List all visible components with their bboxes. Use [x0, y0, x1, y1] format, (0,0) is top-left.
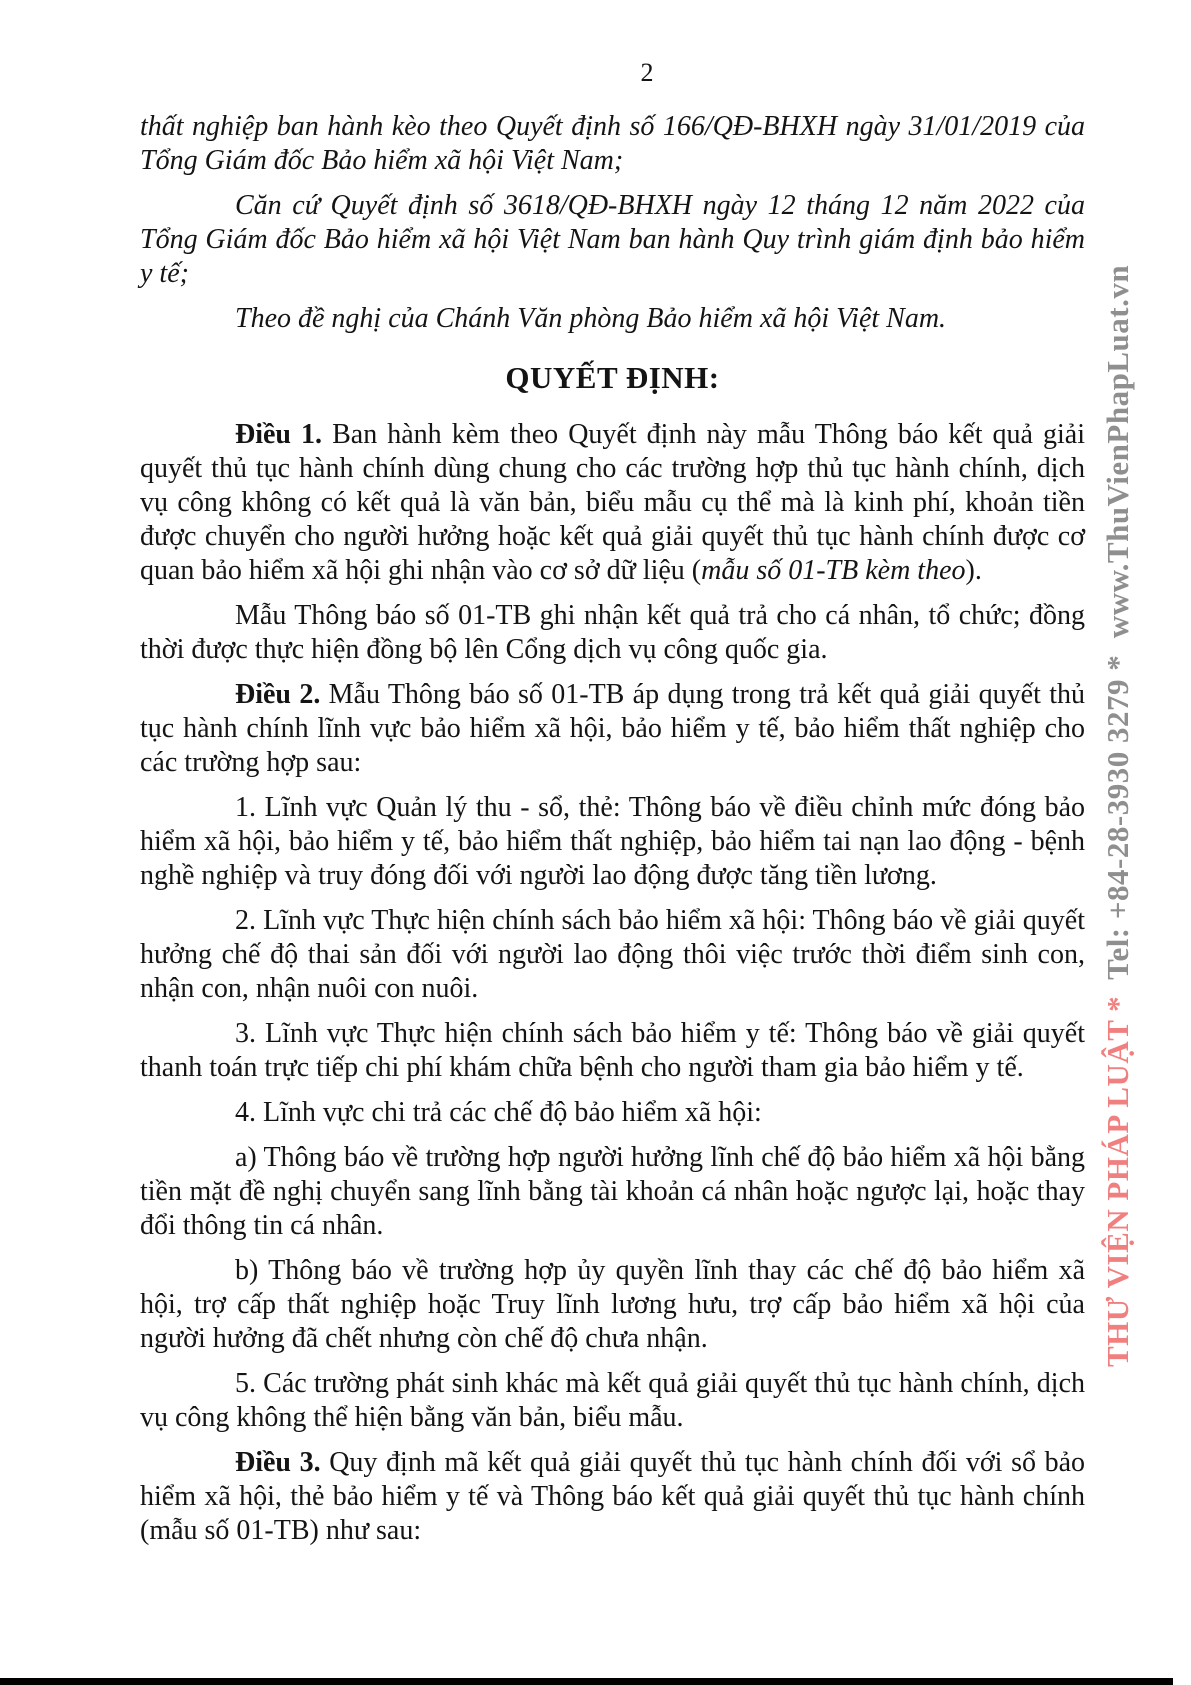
document-body: [140, 58, 1085, 1559]
paragraph-text: b) Thông báo về trường hợp ủy quyền lĩnh thay các chế độ bảo hiểm xã hội, trợ cấp thất nghiệp hoặc Truy lĩnh lương hưu, trợ cấp bảo hiểm xã hội của người hưởng đã chết nhưng còn chế độ chưa nhận.: [140, 1255, 1085, 1354]
paragraph-dieu-3: [140, 1446, 1085, 1548]
list-item-a: [140, 1141, 1085, 1243]
paragraph-mau-thong-bao: [140, 599, 1085, 667]
paragraph-text: thất nghiệp ban hành kèo theo Quyết định số 166/QĐ-BHXH ngày 31/01/2019 của Tổng Giám đốc Bảo hiểm xã hội Việt Nam;: [140, 111, 1085, 176]
paragraph-can-cu: [140, 189, 1085, 291]
paragraph-text: Ban hành kèm theo Quyết định này mẫu Thông báo kết quả giải quyết thủ tục hành chính dùng chung cho các trường hợp thủ tục hành chính, dịch vụ công không có kết quả là văn bản, biểu mẫu cụ thể mà là kinh phí, khoản tiền được chuyển cho người hưởng hoặc kết quả giải quyết thủ tục hành chính được cơ quan bảo hiểm xã hội ghi nhận vào cơ sở dữ liệu (: [140, 419, 1086, 586]
article-label: Điều 1.: [235, 419, 323, 450]
list-item-1: [140, 791, 1085, 893]
paragraph-text: ).: [965, 555, 982, 586]
watermark-phone: Tel: +84-28-3930 3279: [1100, 679, 1135, 980]
page-bottom-edge: [0, 1678, 1173, 1685]
paragraph-dieu-2: [140, 678, 1085, 780]
paragraph-text: 5. Các trường phát sinh khác mà kết quả giải quyết thủ tục hành chính, dịch vụ công không thể hiện bằng văn bản, biểu mẫu.: [140, 1368, 1085, 1433]
list-item-4: [140, 1096, 1085, 1130]
thuvienphapluat-watermark: [1100, 264, 1136, 1367]
paragraph-text: Mẫu Thông báo số 01-TB áp dụng trong trả kết quả giải quyết thủ tục hành chính lĩnh vực bảo hiểm xã hội, bảo hiểm y tế, bảo hiểm thất nghiệp cho các trường hợp sau:: [140, 679, 1086, 778]
paragraph-text: a) Thông báo về trường hợp người hưởng lĩnh chế độ bảo hiểm xã hội bằng tiền mặt đề nghị chuyển sang lĩnh bằng tài khoản cá nhân hoặc ngược lại, hoặc thay đổi thông tin cá nhân.: [140, 1142, 1085, 1241]
article-label: Điều 3.: [235, 1447, 321, 1478]
decision-heading: QUYẾT ĐỊNH:: [505, 360, 720, 395]
list-item-5: [140, 1367, 1085, 1435]
list-item-3: [140, 1017, 1085, 1085]
watermark-website: www.ThuVienPhapLuat.vn: [1100, 264, 1135, 639]
list-item-b: [140, 1254, 1085, 1356]
article-label: Điều 2.: [235, 679, 321, 710]
watermark-separator: *: [1100, 654, 1135, 671]
paragraph-carryover: [140, 110, 1085, 178]
paragraph-dieu-1: [140, 418, 1085, 588]
page-number: 2: [640, 58, 655, 87]
list-item-2: [140, 904, 1085, 1006]
paragraph-text: 3. Lĩnh vực Thực hiện chính sách bảo hiểm y tế: Thông báo về giải quyết thanh toán trực tiếp chi phí khám chữa bệnh cho người tham gia bảo hiểm y tế.: [140, 1018, 1085, 1083]
paragraph-text: Quy định mã kết quả giải quyết thủ tục hành chính đối với sổ bảo hiểm xã hội, thẻ bảo hiểm y tế và Thông báo kết quả giải quyết thủ tục hành chính (mẫu số 01-TB) như sau:: [140, 1447, 1085, 1546]
paragraph-text: 4. Lĩnh vực chi trả các chế độ bảo hiểm xã hội:: [235, 1097, 762, 1128]
watermark-separator: *: [1100, 995, 1135, 1012]
form-reference: mẫu số 01-TB kèm theo: [701, 555, 966, 586]
paragraph-text: Theo đề nghị của Chánh Văn phòng Bảo hiểm xã hội Việt Nam.: [235, 303, 947, 334]
paragraph-text: Mẫu Thông báo số 01-TB ghi nhận kết quả trả cho cá nhân, tổ chức; đồng thời được thực hiện đồng bộ lên Cổng dịch vụ công quốc gia.: [140, 600, 1085, 665]
paragraph-text: 2. Lĩnh vực Thực hiện chính sách bảo hiểm xã hội: Thông báo về giải quyết hưởng chế độ thai sản đối với người lao động thôi việc trước thời điểm sinh con, nhận con, nhận nuôi con nuôi.: [140, 905, 1085, 1004]
paragraph-text: Căn cứ Quyết định số 3618/QĐ-BHXH ngày 12 tháng 12 năm 2022 của Tổng Giám đốc Bảo hiểm xã hội Việt Nam ban hành Quy trình giám định bảo hiểm y tế;: [140, 190, 1085, 289]
paragraph-text: 1. Lĩnh vực Quản lý thu - sổ, thẻ: Thông báo về điều chỉnh mức đóng bảo hiểm xã hội, bảo hiểm y tế, bảo hiểm thất nghiệp, bảo hiểm tai nạn lao động - bệnh nghề nghiệp và truy đóng đối với người lao động được tăng tiền lương.: [140, 792, 1085, 891]
watermark-brand: THƯ VIỆN PHÁP LUẬT: [1100, 1020, 1135, 1367]
paragraph-theo-de-nghi: [140, 302, 1085, 336]
